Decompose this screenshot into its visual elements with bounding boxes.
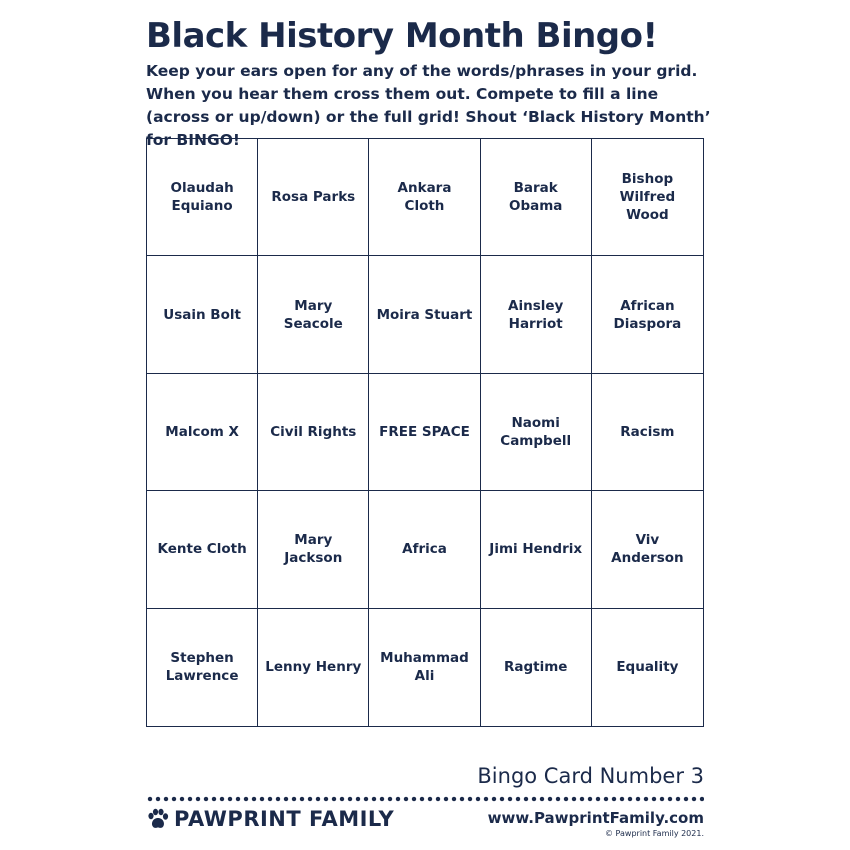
bingo-cell[interactable]: Olaudah Equiano [147, 139, 258, 256]
bingo-cell[interactable]: Mary Seacole [258, 256, 369, 373]
bingo-cell[interactable]: Ainsley Harriot [481, 256, 592, 373]
page-title: Black History Month Bingo! [146, 16, 658, 56]
bingo-cell[interactable]: Mary Jackson [258, 491, 369, 608]
bingo-cell[interactable]: Ankara Cloth [369, 139, 480, 256]
bingo-cell[interactable]: Viv Anderson [592, 491, 703, 608]
bingo-cell[interactable]: Rosa Parks [258, 139, 369, 256]
bingo-cell[interactable]: Ragtime [481, 609, 592, 726]
copyright-text: © Pawprint Family 2021. [605, 829, 704, 838]
bingo-cell-free-space[interactable]: FREE SPACE [369, 374, 480, 491]
bingo-cell[interactable]: Africa [369, 491, 480, 608]
bingo-grid [146, 138, 704, 727]
bingo-cell[interactable]: Racism [592, 374, 703, 491]
bingo-cell[interactable]: Stephen Lawrence [147, 609, 258, 726]
instructions-text: Keep your ears open for any of the words/phrases in your grid. When you hear them cross them out. Compete to fill a line (across or up/down) or the full grid! Shout ‘Black History Month’ for BINGO! [146, 62, 711, 149]
bingo-cell[interactable]: African Diaspora [592, 256, 703, 373]
bingo-cell[interactable]: Bishop Wilfred Wood [592, 139, 703, 256]
paw-icon [146, 808, 170, 830]
website-link[interactable]: www.PawprintFamily.com [487, 809, 704, 827]
bingo-cell[interactable]: Naomi Campbell [481, 374, 592, 491]
bingo-cell[interactable]: Malcom X [147, 374, 258, 491]
bingo-cell[interactable]: Civil Rights [258, 374, 369, 491]
brand-name: PAWPRINT FAMILY [174, 807, 395, 831]
dotted-divider [146, 796, 704, 802]
bingo-cell[interactable]: Lenny Henry [258, 609, 369, 726]
bingo-cell[interactable]: Usain Bolt [147, 256, 258, 373]
bingo-cell[interactable]: Jimi Hendrix [481, 491, 592, 608]
bingo-cell[interactable]: Moira Stuart [369, 256, 480, 373]
card-number-label: Bingo Card Number 3 [477, 764, 704, 788]
bingo-cell[interactable]: Kente Cloth [147, 491, 258, 608]
bingo-cell[interactable]: Equality [616, 659, 679, 676]
bingo-cell[interactable]: Barak Obama [481, 139, 592, 256]
brand-logo [146, 806, 394, 832]
bingo-cell[interactable]: Muhammad Ali [369, 609, 480, 726]
